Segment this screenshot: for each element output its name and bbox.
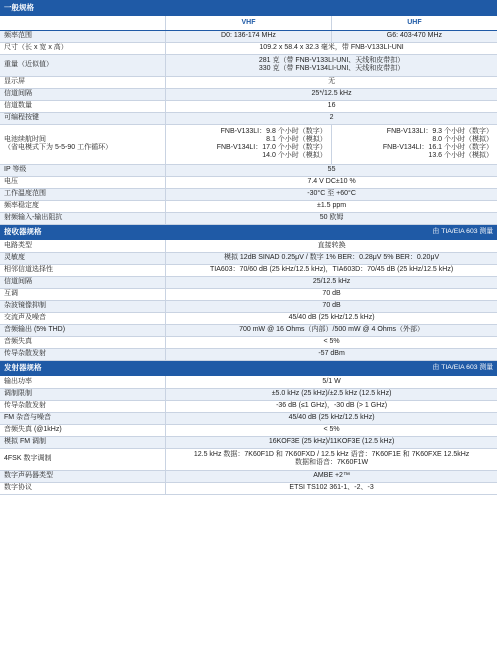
- spec-label: IP 等级: [0, 164, 166, 176]
- battery-uhf: [331, 124, 497, 164]
- fsk-line-1: 12.5 kHz 数据：7K60F1D 和 7K60FXD / 12.5 kHz 语音：7K60F1E 和 7K60FXE 12.5kHz: [193, 450, 470, 458]
- spec-row: [0, 30, 497, 42]
- spec-row: [0, 400, 497, 412]
- spec-row: [0, 240, 497, 252]
- spec-label: 尺寸（长 x 宽 x 高）: [0, 42, 166, 54]
- spec-value: 25/12.5 kHz: [166, 276, 497, 288]
- spec-value: TIA603：70/60 dB (25 kHz/12.5 kHz)，TIA603D：70/45 dB (25 kHz/12.5 kHz): [166, 264, 497, 276]
- section-header-transmitter: [0, 360, 497, 376]
- spec-label: 信道间隔: [0, 88, 166, 100]
- spec-label: 传导杂散发射: [0, 348, 166, 360]
- spec-value: ±5.0 kHz (25 kHz)/±2.5 kHz (12.5 kHz): [166, 388, 497, 400]
- spec-value: AMBE +2™: [166, 470, 497, 482]
- spec-row: [0, 324, 497, 336]
- spec-label: 模拟 FM 调制: [0, 436, 166, 448]
- spec-value: [166, 448, 497, 470]
- battery-label-1: 电池续航时间: [4, 135, 46, 143]
- spec-row: [0, 482, 497, 494]
- battery-vhf: [166, 124, 332, 164]
- spec-row: [0, 424, 497, 436]
- spec-value: -30°C 至 +60°C: [166, 188, 497, 200]
- spec-label: 4FSK 数字调制: [0, 448, 166, 470]
- spec-label: 信道数量: [0, 100, 166, 112]
- weight-line-2: 330 克（带 FNB-V134LI-UNI、天线和皮带扣）: [258, 65, 405, 72]
- spec-row: [0, 312, 497, 324]
- spec-label: FM 杂音与噪音: [0, 412, 166, 424]
- spec-label: 信道间隔: [0, 276, 166, 288]
- section-header-receiver: [0, 224, 497, 240]
- spec-label: 数字声码器类型: [0, 470, 166, 482]
- spec-value: -36 dB (≤1 GHz)，-30 dB (> 1 GHz): [166, 400, 497, 412]
- spec-row: [0, 388, 497, 400]
- spec-label: 可编程按键: [0, 112, 166, 124]
- vhf-header: VHF: [166, 16, 332, 30]
- section-header-general: [0, 0, 497, 16]
- spec-value: 70 dB: [166, 300, 497, 312]
- section-note: 由 TIA/EIA 603 测量: [166, 360, 497, 376]
- spec-label: 数字协议: [0, 482, 166, 494]
- spec-row: [0, 412, 497, 424]
- spec-value: 16: [166, 100, 497, 112]
- spec-row-battery: [0, 124, 497, 164]
- section-note: 由 TIA/EIA 603 测量: [166, 224, 497, 240]
- spec-row: [0, 276, 497, 288]
- spec-label: 灵敏度: [0, 252, 166, 264]
- spec-row: [0, 54, 497, 76]
- spec-row: [0, 348, 497, 360]
- spec-label: 电路类型: [0, 240, 166, 252]
- battery-vhf-line: 8.1 个小时（模拟）: [266, 135, 327, 143]
- section-title: 一般规格: [0, 0, 497, 16]
- spec-value: 模拟 12dB SINAD 0.25μV / 数字 1% BER：0.28μV 5% BER：0.20μV: [166, 252, 497, 264]
- spec-value-uhf: G6: 403-470 MHz: [331, 30, 497, 42]
- spec-value: 45/40 dB (25 kHz/12.5 kHz): [166, 312, 497, 324]
- spec-label: 传导杂散发射: [0, 400, 166, 412]
- battery-label-2: （省电模式下为 5-5-90 工作循环）: [4, 144, 113, 151]
- spec-label: 互调: [0, 288, 166, 300]
- spec-label: 重量（近似值）: [0, 54, 166, 76]
- section-title: 接收器规格: [0, 224, 166, 240]
- battery-uhf-line: 8.0 个小时（模拟）: [432, 135, 493, 143]
- spec-value: ETSI TS102 361-1、-2、-3: [166, 482, 497, 494]
- battery-uhf-line: 13.6 个小时（模拟）: [428, 152, 493, 160]
- spec-value: < 5%: [166, 424, 497, 436]
- spec-value: 25*/12.5 kHz: [166, 88, 497, 100]
- spec-row: [0, 300, 497, 312]
- spec-label: 工作温度范围: [0, 188, 166, 200]
- spec-label: 射频输入-输出阻抗: [0, 212, 166, 224]
- spec-label: [0, 124, 166, 164]
- spec-row: [0, 264, 497, 276]
- spec-value: ±1.5 ppm: [166, 200, 497, 212]
- spec-row: [0, 100, 497, 112]
- battery-vhf-line: 14.0 个小时（模拟）: [262, 152, 327, 160]
- spec-label: 交流声及噪音: [0, 312, 166, 324]
- spec-value: 7.4 V DC±10 %: [166, 176, 497, 188]
- spec-value: 2: [166, 112, 497, 124]
- spec-row: [0, 470, 497, 482]
- spec-label: 频率稳定度: [0, 200, 166, 212]
- battery-uhf-line: FNB-V134LI：16.1 个小时（数字）: [382, 144, 493, 151]
- spec-value: 45/40 dB (25 kHz/12.5 kHz): [166, 412, 497, 424]
- spec-value: 50 欧姆: [166, 212, 497, 224]
- spec-value: < 5%: [166, 336, 497, 348]
- spec-label: 显示屏: [0, 76, 166, 88]
- spec-value-vhf: D0: 136-174 MHz: [166, 30, 332, 42]
- spec-label: 音频失真 (@1kHz): [0, 424, 166, 436]
- battery-uhf-line: FNB-V133LI：9.3 个小时（数字）: [386, 127, 493, 135]
- spec-row: [0, 448, 497, 470]
- spec-value: 70 dB: [166, 288, 497, 300]
- spec-value: 16KOF3E (25 kHz)/11KOF3E (12.5 kHz): [166, 436, 497, 448]
- spec-label: 电压: [0, 176, 166, 188]
- battery-vhf-line: FNB-V133LI：9.8 个小时（数字）: [220, 127, 327, 135]
- spec-row: [0, 176, 497, 188]
- spec-label: 音频输出 (5% THD): [0, 324, 166, 336]
- spec-label: 相邻信道选择性: [0, 264, 166, 276]
- spec-row: [0, 336, 497, 348]
- spec-row: [0, 42, 497, 54]
- spec-row: [0, 188, 497, 200]
- spec-value: 5/1 W: [166, 376, 497, 388]
- spec-row: [0, 76, 497, 88]
- spec-label: 音频失真: [0, 336, 166, 348]
- spec-row: [0, 376, 497, 388]
- spec-value: [166, 54, 497, 76]
- band-header-row: [0, 16, 497, 30]
- uhf-header: UHF: [331, 16, 497, 30]
- spec-row: [0, 252, 497, 264]
- battery-vhf-line: FNB-V134LI：17.0 个小时（数字）: [216, 144, 327, 151]
- weight-line-1: 281 克（带 FNB-V133LI-UNI、天线和皮带扣）: [258, 56, 405, 64]
- spec-row: [0, 200, 497, 212]
- section-title: 发射器规格: [0, 360, 166, 376]
- spec-label: 调制限制: [0, 388, 166, 400]
- spec-value: 109.2 x 58.4 x 32.3 毫米，带 FNB-V133LI-UNI: [166, 42, 497, 54]
- spec-label: 输出功率: [0, 376, 166, 388]
- spec-value: -57 dBm: [166, 348, 497, 360]
- spec-row: [0, 164, 497, 176]
- spec-value: 无: [166, 76, 497, 88]
- spec-label: 频率范围: [0, 30, 166, 42]
- spec-value: 700 mW @ 16 Ohms（内部）/500 mW @ 4 Ohms（外部）: [166, 324, 497, 336]
- spec-label: 杂波镜像抑制: [0, 300, 166, 312]
- spec-row: [0, 88, 497, 100]
- spec-row: [0, 436, 497, 448]
- spec-row: [0, 212, 497, 224]
- spec-row: [0, 288, 497, 300]
- spec-value: 55: [166, 164, 497, 176]
- spec-value: 直接转换: [166, 240, 497, 252]
- fsk-line-2: 数据和语音：7K60F1W: [295, 459, 369, 466]
- spec-row: [0, 112, 497, 124]
